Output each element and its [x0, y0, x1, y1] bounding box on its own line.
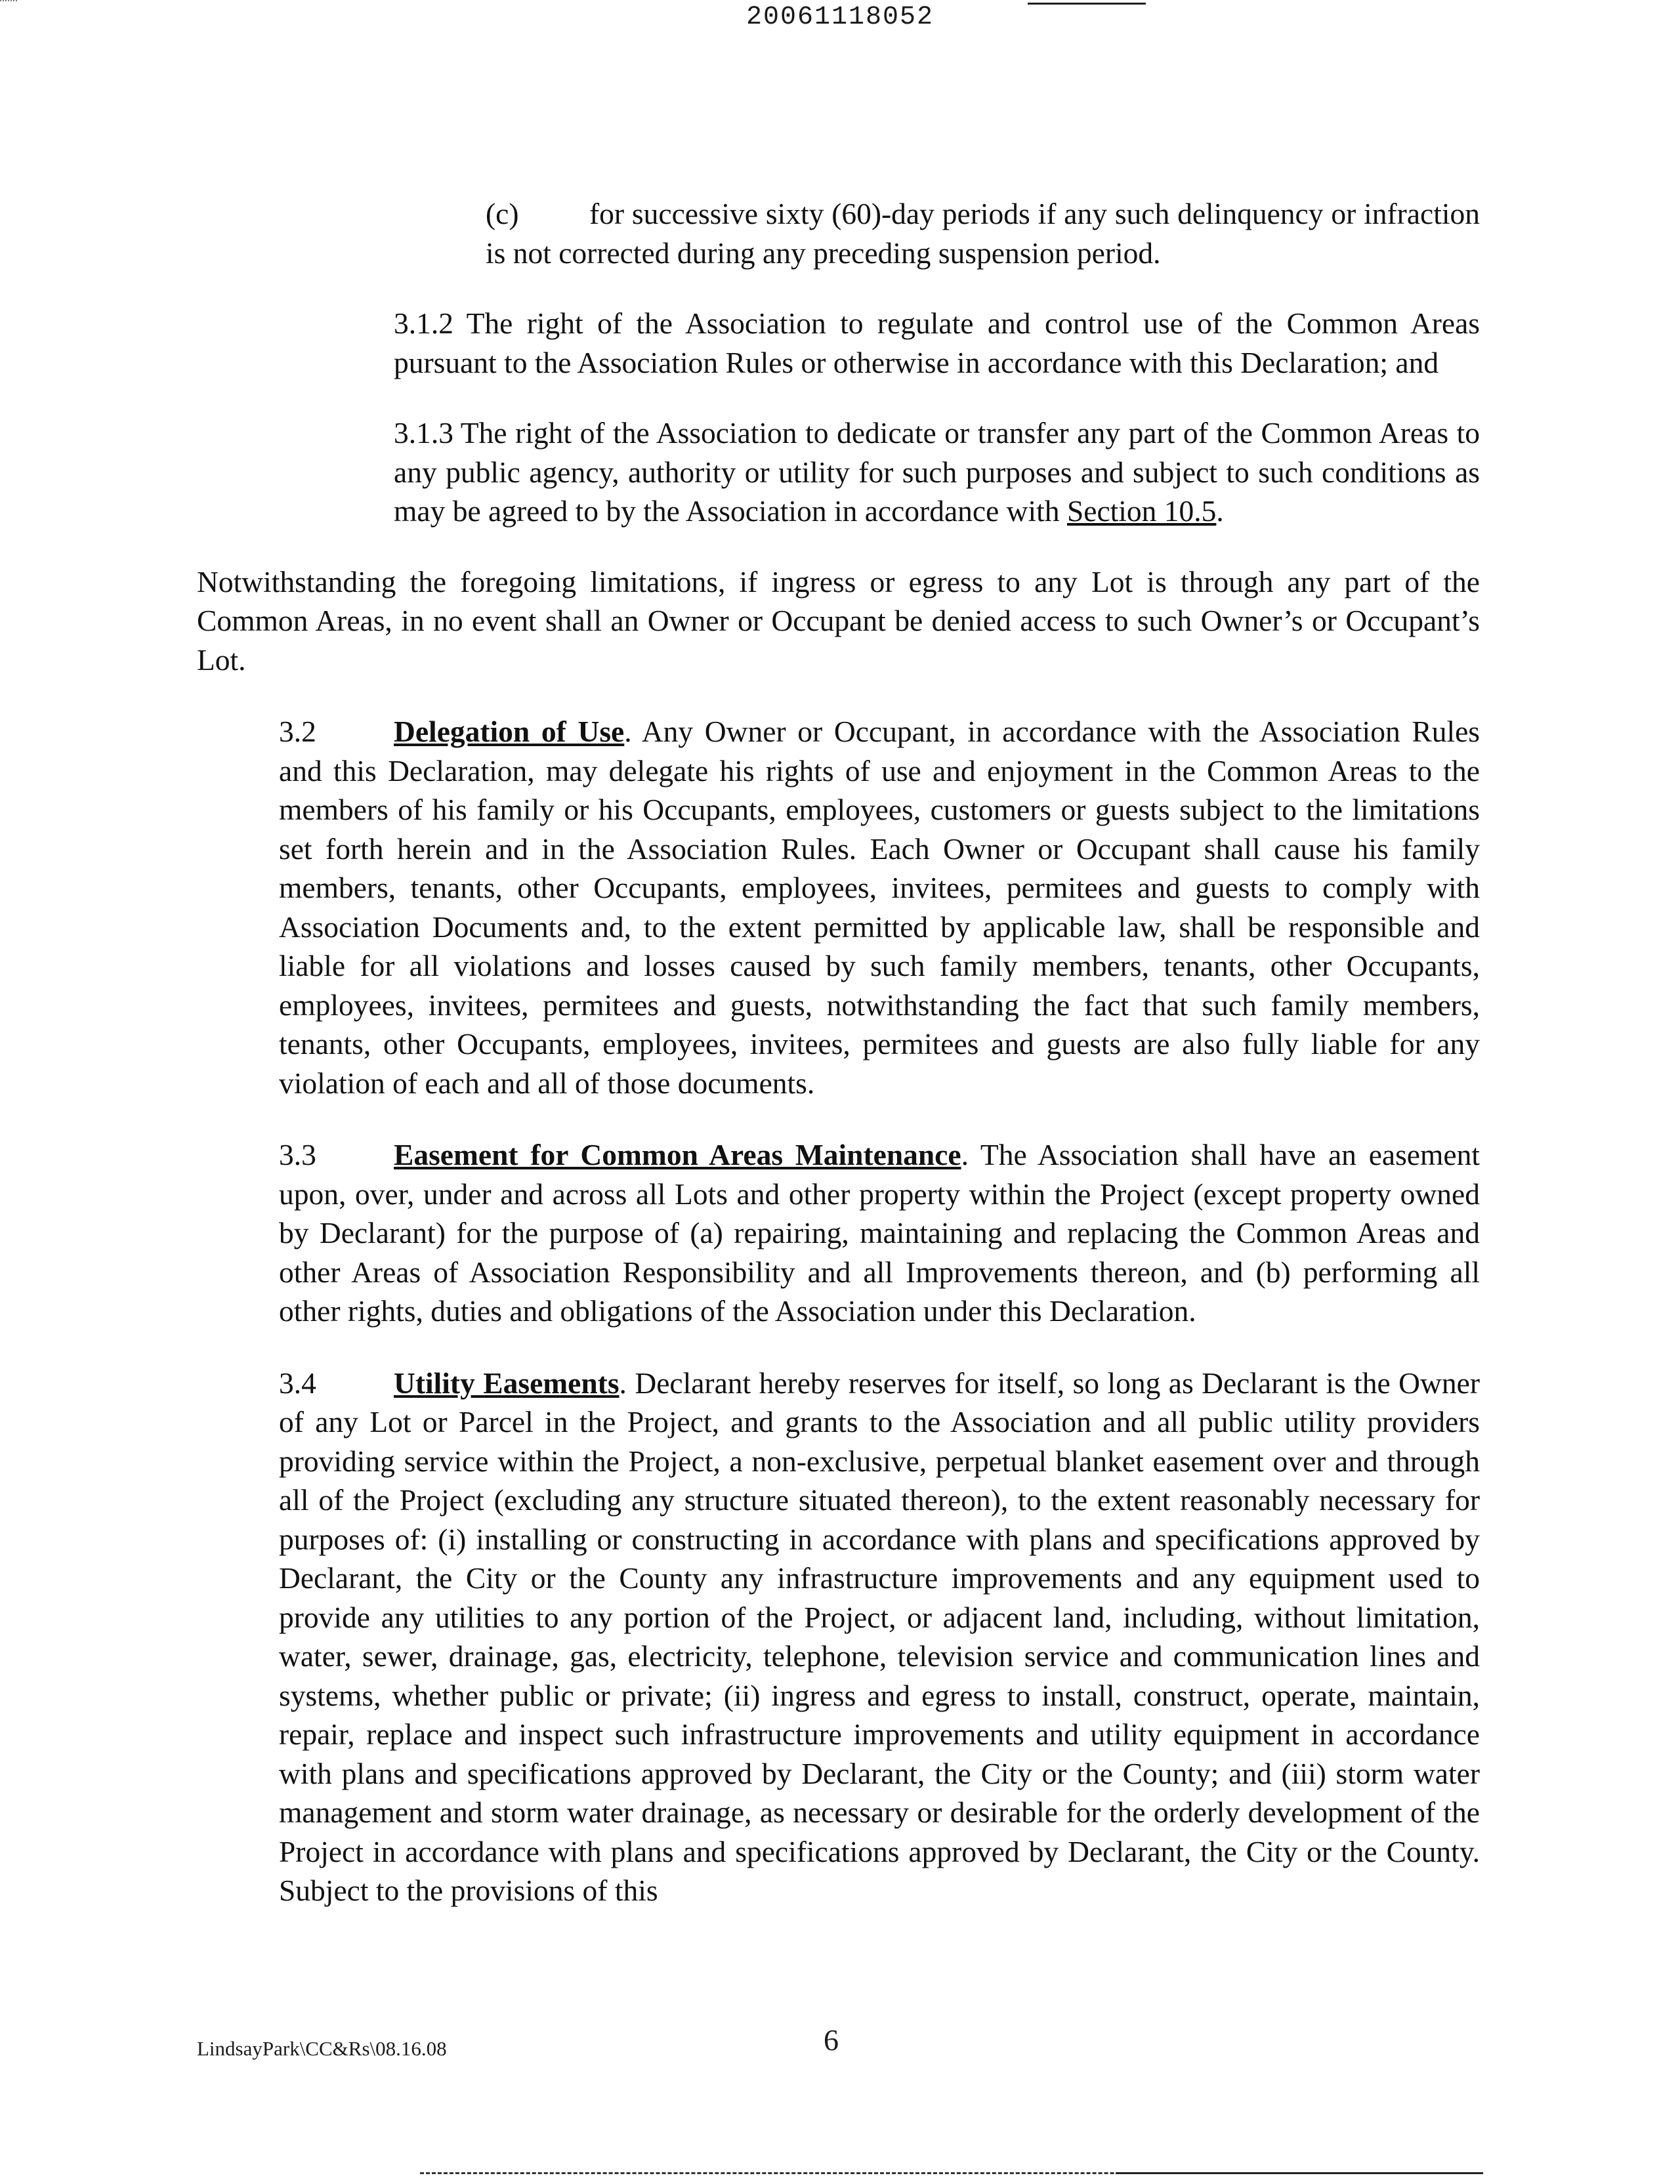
section-3-1-3-end: .: [1216, 494, 1224, 528]
section-3-4: [197, 1364, 1480, 1910]
section-3-3-text: . The Association shall have an easement upon, over, under and across all Lots and other property within the Project (except property owned by Declarant) for the purpose of (a) repairing, maintaining and replacing the Common Areas and other Areas of Association Responsibility and all Improvements thereon, and (b) performing all other rights, duties and obligations of the Association under this Declaration.: [279, 1138, 1480, 1328]
recording-number: 20061118052: [746, 3, 934, 32]
section-3-4-number: 3.4: [279, 1366, 316, 1400]
section-3-2-number: 3.2: [279, 715, 316, 748]
section-3-1-2: [197, 304, 1480, 382]
section-3-1-3-text: The right of the Association to dedicate or transfer any part of the Common Areas to any public agency, authority or utility for such purposes and subject to such conditions as may be agreed to by the Association in accordance with: [394, 416, 1480, 528]
notwithstanding-paragraph: [197, 562, 1480, 680]
section-10-5-reference: Section 10.5: [1066, 494, 1217, 528]
notwithstanding-text: Notwithstanding the foregoing limitations, if ingress or egress to any Lot is through any part of the Common Areas, in no event shall an Owner or Occupant be denied access to such Owner’s or Occupant’s Lot.: [197, 564, 1480, 677]
paragraph-c: [197, 194, 1480, 272]
section-3-3-number: 3.3: [279, 1138, 316, 1171]
paragraph-c-label: (c): [486, 197, 519, 230]
page-number: 6: [824, 2023, 839, 2057]
top-rule: [1028, 3, 1146, 5]
section-3-4-text: . Declarant hereby reserves for itself, so long as Declarant is the Owner of any Lot or Parcel in the Project, and grants to the Association and all public utility providers providing service within the Project, a non-exclusive, perpetual blanket easement over and through all of the Project (excluding any structure situated thereon), to the extent reasonably necessary for purposes of: (i) installing or constructing in accordance with plans and specifications approved by Declarant, the City or the County any infrastructure improvements and any equipment used to provide any utilities to any portion of the Project, or adjacent land, including, without limitation, water, sewer, drainage, gas, electricity, telephone, television service and communication lines and systems, whether public or private; (ii) ingress and egress to install, construct, operate, maintain, repair, replace and inspect such infrastructure improvements and utility equipment in accordance with plans and specifications approved by Declarant, the City or the County; and (iii) storm water management and storm water drainage, as necessary or desirable for the orderly development of the Project in accordance with plans and specifications approved by Declarant, the City or the County. Subject to the provisions of this: [279, 1366, 1480, 1907]
section-3-2-heading: Delegation of Use: [394, 715, 625, 748]
section-3-1-2-text: The right of the Association to regulate and control use of the Common Areas pursuant to the Association Rules or otherwise in accordance with this Declaration; and: [394, 306, 1480, 379]
document-body: [197, 194, 1480, 1910]
section-3-2: [197, 712, 1480, 1102]
section-3-3: [197, 1135, 1480, 1331]
bottom-scan-rule: [1116, 2172, 1483, 2174]
paragraph-c-text: for successive sixty (60)-day periods if any such delinquency or infraction is not corrected during any preceding suspension period.: [486, 197, 1480, 270]
section-3-2-text: . Any Owner or Occupant, in accordance with the Association Rules and this Declaration, may delegate his rights of use and enjoyment in the Common Areas to the members of his family or his Occupants, employees, customers or guests subject to the limitations set forth herein and in the Association Rules. Each Owner or Occupant shall cause his family members, tenants, other Occupants, employees, invitees, permitees and guests to comply with Association Documents and, to the extent permitted by applicable law, shall be responsible and liable for all violations and losses caused by such family members, tenants, other Occupants, employees, invitees, permitees and guests, notwithstanding the fact that such family members, tenants, other Occupants, employees, invitees, permitees and guests are also fully liable for any violation of each and all of those documents.: [279, 715, 1480, 1100]
section-3-3-heading: Easement for Common Areas Maintenance: [394, 1138, 961, 1171]
section-3-1-2-number: 3.1.2: [394, 306, 453, 340]
section-3-4-heading: Utility Easements: [394, 1366, 620, 1400]
footer-file-path: LindsayPark\CC&Rs\08.16.08: [197, 2037, 447, 2060]
section-3-1-3: [197, 413, 1480, 531]
section-3-1-3-number: 3.1.3: [394, 416, 453, 450]
